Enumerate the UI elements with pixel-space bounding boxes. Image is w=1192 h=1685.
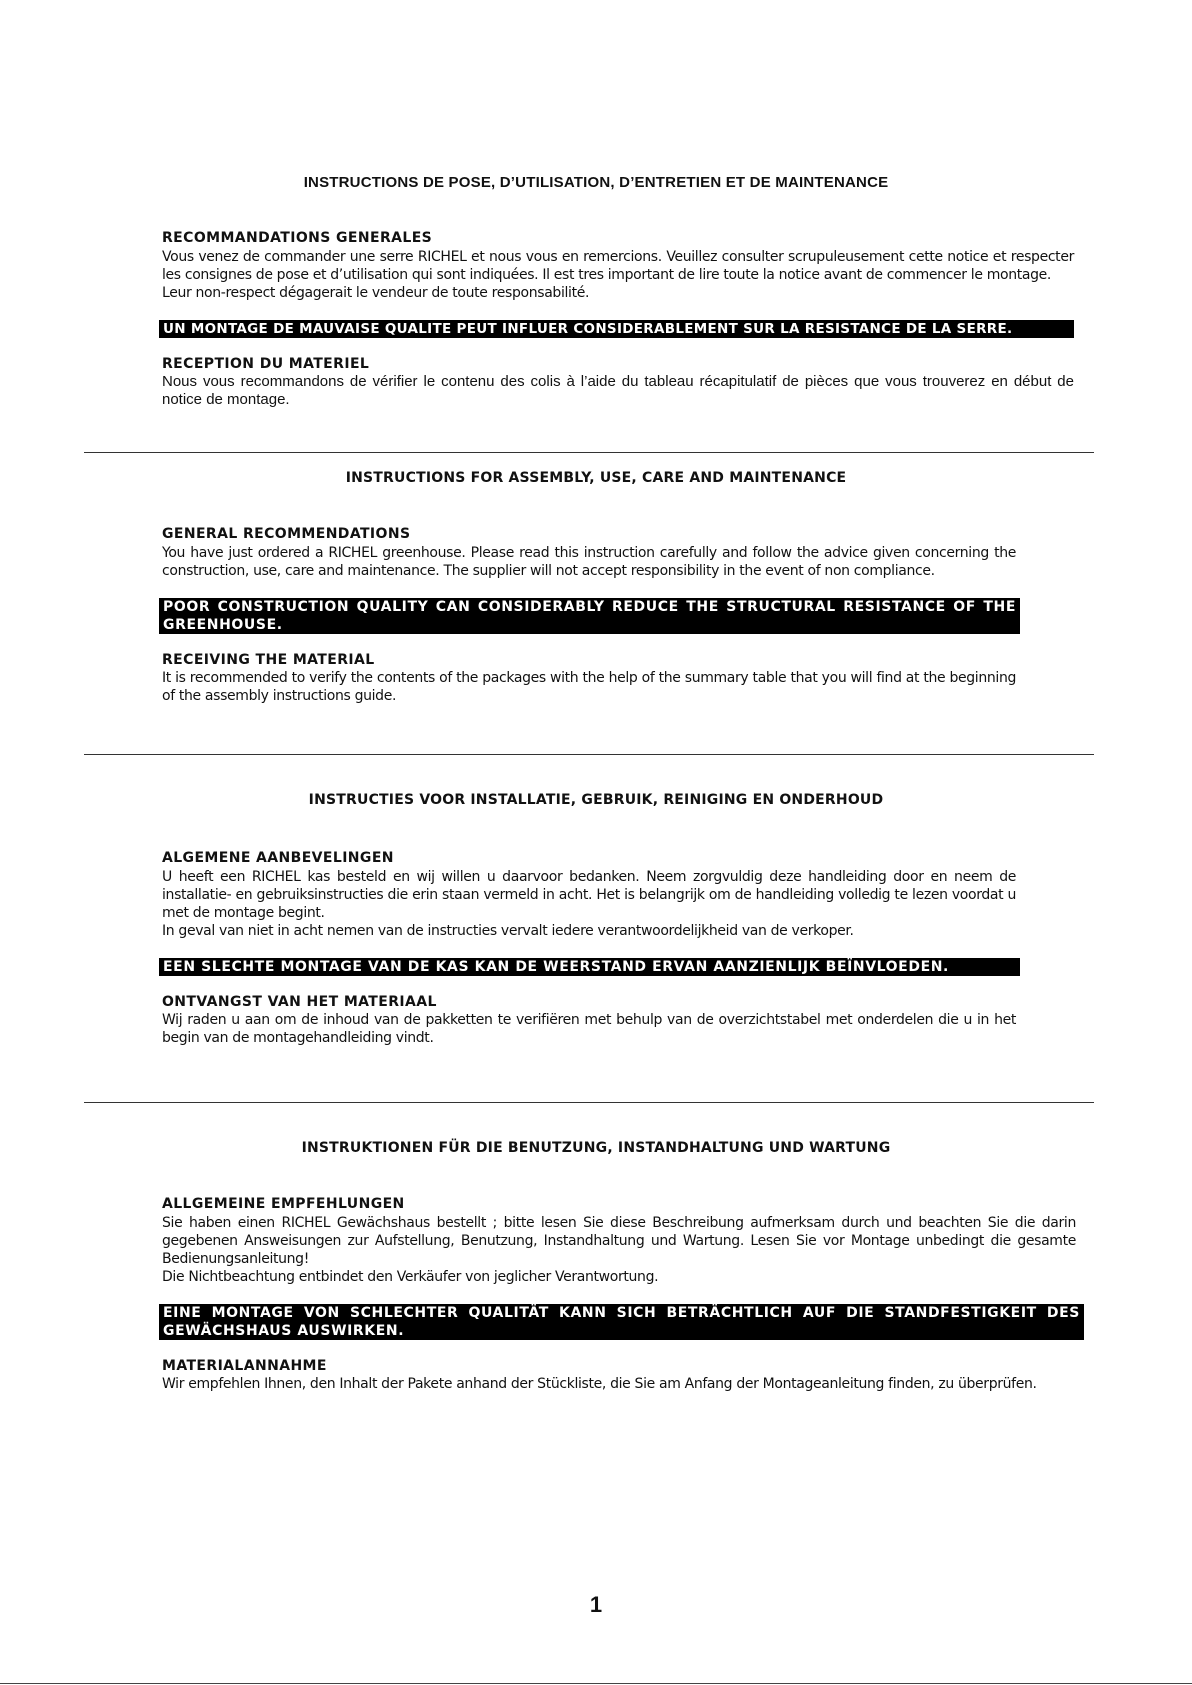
reception-text: Nous vous recommandons de vérifier le contenu des colis à l’aide du tableau récapitulatif de pièces que vous trouverez en début de notice de montage. — [162, 373, 1074, 408]
liability-text: Die Nichtbeachtung entbindet den Verkäufer von jeglicher Verantwortung. — [162, 1269, 659, 1285]
warning-banner: POOR CONSTRUCTION QUALITY CAN CONSIDERABLY REDUCE THE STRUCTURAL RESISTANCE OF THE GREENHOUSE. — [159, 598, 1020, 634]
section-french — [0, 174, 1192, 191]
section-dutch — [0, 792, 1192, 808]
section-title: INSTRUCTIES VOOR INSTALLATIE, GEBRUIK, REINIGING EN ONDERHOUD — [308, 792, 884, 808]
warning-banner: EINE MONTAGE VON SCHLECHTER QUALITÄT KANN SICH BETRÄCHTLICH AUF DIE STANDFESTIGKEIT DES GEWÄCHSHAUS AUSWIRKEN. — [159, 1304, 1084, 1340]
section-english — [0, 470, 1192, 486]
section-title: INSTRUKTIONEN FÜR DIE BENUTZUNG, INSTANDHALTUNG UND WARTUNG — [301, 1140, 891, 1156]
general-recommendations-text: Sie haben einen RICHEL Gewächshaus bestellt ; bitte lesen Sie diese Beschreibung aufmerksam durch und beachten Sie die darin gegebenen Answeisungen zur Aufstellung, Benutzung, Instandhaltung und Wartung. Lesen Sie vor Montage unbedingt die gesamte Bedienungsanleitung! — [162, 1215, 1076, 1267]
liability-text: Leur non-respect dégagerait le vendeur de toute responsabilité. — [162, 285, 590, 301]
section-english-body — [162, 526, 1016, 705]
section-divider — [84, 452, 1094, 453]
section-title: INSTRUCTIONS FOR ASSEMBLY, USE, CARE AND MAINTENANCE — [345, 470, 847, 486]
reception-heading: RECEIVING THE MATERIAL — [162, 652, 375, 668]
general-recommendations-text: You have just ordered a RICHEL greenhouse. Please read this instruction carefully and follow the advice given concerning the construction, use, care and maintenance. The supplier will not accept responsibility in the event of non compliance. — [162, 545, 1016, 579]
reception-text: Wir empfehlen Ihnen, den Inhalt der Pakete anhand der Stückliste, die Sie am Anfang der Montageanleitung finden, zu überprüfen. — [162, 1376, 1037, 1392]
general-recommendations-text: U heeft een RICHEL kas besteld en wij willen u daarvoor bedanken. Neem zorgvuldig deze handleiding door en neem de installatie- en gebruiksinstructies die erin staan vermeld in acht. Het is belangrijk om de handleiding volledig te lezen voordat u met de montage begint. — [162, 869, 1016, 921]
general-recommendations-text: Vous venez de commander une serre RICHEL et nous vous en remercions. Veuillez consulter scrupuleusement cette notice et respecter les consignes de pose et d’utilisation qui sont indiquées. Il est tres important de lire toute la notice avant de commencer le montage. — [162, 249, 1074, 283]
warning-banner: UN MONTAGE DE MAUVAISE QUALITE PEUT INFLUER CONSIDERABLEMENT SUR LA RESISTANCE DE LA SERRE. — [159, 320, 1074, 338]
general-recommendations-heading: RECOMMANDATIONS GENERALES — [162, 230, 433, 246]
reception-heading: RECEPTION DU MATERIEL — [162, 356, 370, 372]
page-number: 1 — [589, 1592, 603, 1617]
section-german-body — [162, 1196, 1080, 1393]
page-bottom-edge — [0, 1683, 1192, 1684]
reception-heading: MATERIALANNAHME — [162, 1358, 327, 1374]
reception-text: It is recommended to verify the contents of the packages with the help of the summary table that you will find at the beginning of the assembly instructions guide. — [162, 670, 1016, 704]
section-divider — [84, 1102, 1094, 1103]
reception-heading: ONTVANGST VAN HET MATERIAAL — [162, 994, 437, 1010]
warning-banner: EEN SLECHTE MONTAGE VAN DE KAS KAN DE WEERSTAND ERVAN AANZIENLIJK BEÏNVLOEDEN. — [159, 958, 1020, 976]
general-recommendations-heading: ALLGEMEINE EMPFEHLUNGEN — [162, 1196, 405, 1212]
section-german — [0, 1140, 1192, 1156]
section-title: INSTRUCTIONS DE POSE, D’UTILISATION, D’ENTRETIEN ET DE MAINTENANCE — [303, 174, 889, 191]
general-recommendations-heading: ALGEMENE AANBEVELINGEN — [162, 850, 394, 866]
liability-text: In geval van niet in acht nemen van de instructies vervalt iedere verantwoordelijkheid van de verkoper. — [162, 923, 854, 939]
section-divider — [84, 754, 1094, 755]
section-french-body — [162, 230, 1074, 409]
reception-text: Wij raden u aan om de inhoud van de pakketten te verifiëren met behulp van de overzichtstabel met onderdelen die u in het begin van de montagehandleiding vindt. — [162, 1012, 1016, 1046]
section-dutch-body — [162, 850, 1016, 1047]
general-recommendations-heading: GENERAL RECOMMENDATIONS — [162, 526, 411, 542]
